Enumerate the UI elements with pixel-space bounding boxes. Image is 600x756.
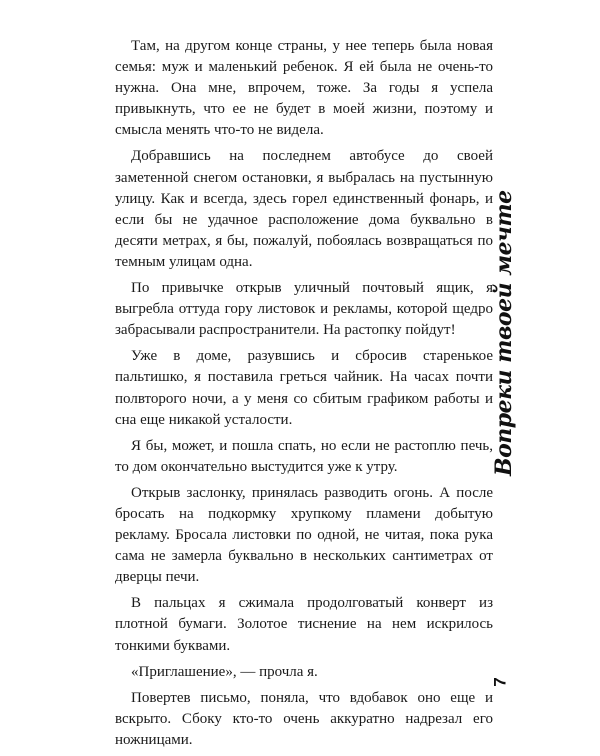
paragraph: Уже в доме, разувшись и сбросив старенькое пальтишко, я поставила греться чайник. На часах почти полвторого ночи, а у меня со сбитым графиком работы и сна еще никакой усталости. bbox=[115, 348, 493, 428]
paragraph: Добравшись на последнем автобусе до своей заметенной снегом остановки, я выбралась на пустынную улицу. Как и всегда, здесь горел единственный фонарь, и если бы не удачное расположение дома буквально в десяти метрах, я бы, пожалуй, побоялась возвращаться по темным улицам одна. bbox=[115, 148, 493, 270]
body-text bbox=[115, 36, 493, 756]
paragraph: В пальцах я сжимала продолговатый конверт из плотной бумаги. Золотое тиснение на нем искрилось тонкими буквами. bbox=[115, 595, 493, 654]
paragraph: «Приглашение», — прочла я. bbox=[131, 663, 318, 680]
paragraph: Там, на другом конце страны, у нее теперь была новая семья: муж и маленький ребенок. Я ей была не очень-то нужна. Она мне, впрочем, тоже. За годы я успела привыкнуть, что ее не будет в моей жизни, поэтому и смысла менять что-то не видела. bbox=[115, 38, 493, 139]
paragraph: Открыв заслонку, принялась разводить огонь. А после бросать на подкормку хрупкому пламени добытую рекламу. Бросала листовки по одной, не читая, пока рука сама не замерла буквально в нескольких сантиметрах от дверцы печи. bbox=[115, 484, 493, 586]
running-title: Вопреки твоей мечте bbox=[491, 190, 517, 476]
paragraph: По привычке открыв уличный почтовый ящик, я выгребла оттуда гору листовок и рекламы, которой щедро забрасывали распространители. На растопку пойдут! bbox=[115, 280, 493, 339]
paragraph: Я бы, может, и пошла спать, но если не растоплю печь, то дом окончательно выстудится уже к утру. bbox=[115, 437, 493, 475]
paragraph: Повертев письмо, поняла, что вдобавок оно еще и вскрыто. Сбоку кто-то очень аккуратно надрезал его ножницами. bbox=[115, 689, 493, 748]
page-number: 7 bbox=[490, 677, 510, 687]
